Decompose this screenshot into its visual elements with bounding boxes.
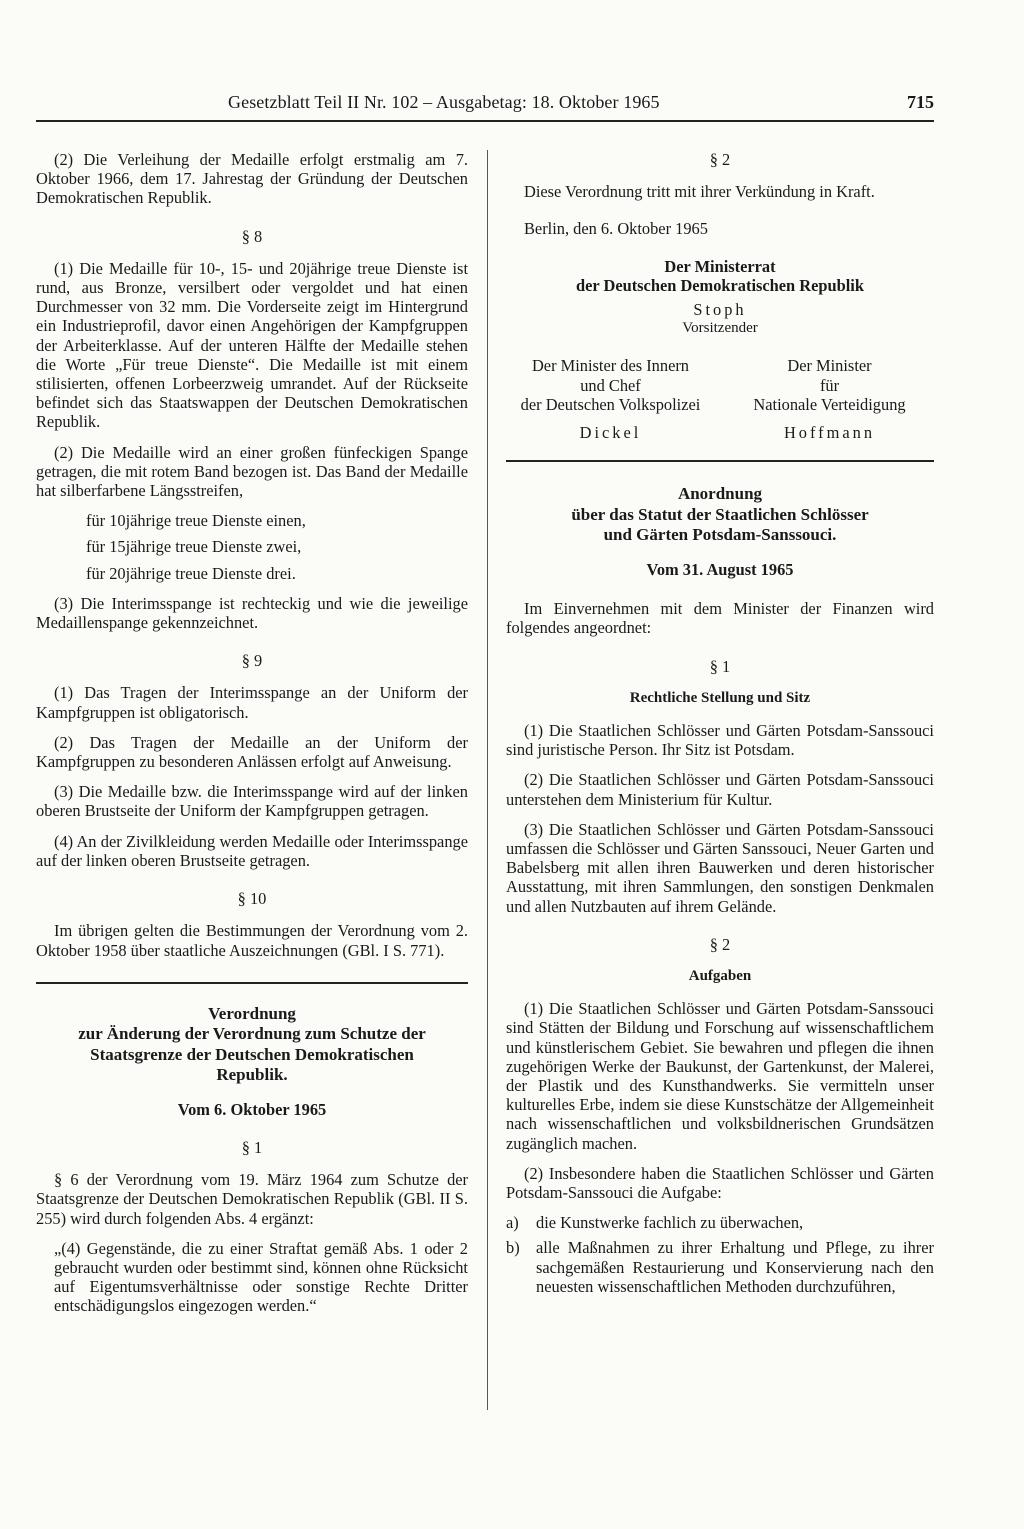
anordnung-intro: Im Einvernehmen mit dem Minister der Finanzen wird folgendes angeordnet:	[506, 599, 934, 638]
page-header	[36, 90, 934, 122]
verordnung-section-1-heading: § 1	[241, 1137, 263, 1157]
anordnung-title: Anordnung über das Statut der Staatlichen Schlösser und Gärten Potsdam-Sanssouci.	[571, 484, 869, 545]
signature-left: Der Minister des Innern und Chef der Deutschen Volkspolizei Dickel	[506, 356, 715, 442]
separator-rule	[36, 982, 468, 984]
paragraph-10: Im übrigen gelten die Bestimmungen der Verordnung vom 2. Oktober 1958 über staatliche Auszeichnungen (GBl. I S. 771).	[36, 921, 468, 960]
chair-name: Stoph	[693, 300, 747, 320]
anordnung-paragraph-1-1: (1) Die Staatlichen Schlösser und Gärten Potsdam-Sanssouci sind juristische Person. Ihr Sitz ist Potsdam.	[506, 720, 934, 760]
page-number: 715	[907, 92, 934, 112]
list-item: a) die Kunstwerke fachlich zu überwachen,	[506, 1213, 804, 1233]
paragraph-9-2: (2) Das Tragen der Medaille an der Uniform der Kampfgruppen zu besonderen Anlässen erfolgt auf Anweisung.	[36, 732, 468, 772]
anordnung-paragraph-1-3: (3) Die Staatlichen Schlösser und Gärten Potsdam-Sanssouci umfassen die Schlösser und Gärten Sanssouci, Neuer Garten und Babelsberg mit allen ihren Bauwerken und deren historischer Ausstattung, mit ihren Sammlungen, den sonstigen Denkmalen und allen Nutzbauten auf ihrem Gelände.	[506, 819, 934, 916]
anordnung-section-1-heading: § 1	[709, 656, 731, 676]
anordnung-paragraph-1-2: (2) Die Staatlichen Schlösser und Gärten Potsdam-Sanssouci unterstehen dem Ministerium für Kultur.	[506, 770, 934, 809]
left-column	[36, 150, 468, 1327]
section-2-heading: § 2	[709, 150, 731, 169]
verordnung-date: Vom 6. Oktober 1965	[177, 1099, 327, 1119]
paragraph-8-1: (1) Die Medaille für 10-, 15- und 20jährige treue Dienste ist rund, aus Bronze, versilbert oder vergoldet und hat einen Durchmesser von 32 mm. Die Vorderseite zeigt im Hintergrund ein Industrieprofil, davor einen Angehörigen der Kampfgruppen der Arbeiterklasse. Auf der unteren Hälfte der Medaille stehen die Worte „Für treue Dienste“. Die Medaille ist mit einem stilisierten, offenen Lorbeerzweig umrandet. Auf der Rückseite befindet sich das Staatswappen der Deutschen Demokratischen Republik.	[36, 258, 468, 432]
list-item: b) alle Maßnahmen zu ihrer Erhaltung und Pflege, zu ihrer sachgemäßen Restaurierung und Konservierung nach den neuesten wissenschaftlichen Methoden durchzuführen,	[506, 1238, 934, 1296]
anordnung-date: Vom 31. August 1965	[646, 559, 794, 579]
anordnung-paragraph-2-1: (1) Die Staatlichen Schlösser und Gärten Potsdam-Sanssouci sind Stätten der Bildung und Forschung auf wissenschaftlichem und künstlerischem Gebiet. Sie bewahren und pflegen die ihnen zugehörigen Werke der Baukunst, der Gartenkunst, der Malerei, der Plastik und des Kunsthandwerks. Sie vermitteln unser kulturelles Erbe, indem sie diese Kunstschätze der Allgemeinheit nach wissenschaftlichen und volksbildnerischen Grundsätzen zugänglich machen.	[506, 999, 934, 1153]
signature-left-name: Dickel	[579, 422, 642, 442]
verordnung-title: Verordnung zur Änderung der Verordnung zum Schutze der Staatsgrenze der Deutschen Demokratischen Republik.	[78, 1003, 426, 1085]
column-divider	[487, 150, 488, 1410]
anordnung-paragraph-2-2: (2) Insbesondere haben die Staatlichen Schlösser und Gärten Potsdam-Sanssouci die Aufgabe:	[506, 1163, 934, 1202]
verordnung-paragraph-1: § 6 der Verordnung vom 19. März 1964 zum Schutze der Staatsgrenze der Deutschen Demokratischen Republik (GBl. II S. 255) wird durch folgenden Abs. 4 ergänzt:	[36, 1170, 468, 1228]
anordnung-section-2-heading: § 2	[709, 934, 731, 954]
section-9-heading: § 9	[241, 651, 263, 671]
stripe-item-15: für 15jährige treue Dienste zwei,	[86, 537, 302, 557]
anordnung-section-1-title: Rechtliche Stellung und Sitz	[629, 689, 811, 706]
stripe-item-20: für 20jährige treue Dienste drei.	[86, 563, 296, 583]
paragraph-2: Diese Verordnung tritt mit ihrer Verkündung in Kraft.	[524, 182, 875, 202]
verordnung-quote: „(4) Gegenstände, die zu einer Straftat gemäß Abs. 1 oder 2 gebraucht wurden oder bestimmt sind, können ohne Rücksicht auf Eigentumsverhältnisse oder sonstige Rechte Dritter entschädigungslos eingezogen werden.“	[54, 1238, 468, 1316]
signature-block	[506, 356, 934, 442]
stripe-item-10: für 10jährige treue Dienste einen,	[86, 511, 306, 531]
anordnung-section-2-title: Aufgaben	[688, 967, 752, 984]
chair-title: Vorsitzender	[682, 320, 758, 337]
section-10-heading: § 10	[237, 889, 267, 909]
paragraph-8-3: (3) Die Interimsspange ist rechteckig und wie die jeweilige Medaillenspange gekennzeichnet.	[36, 593, 468, 633]
right-column	[506, 150, 934, 1302]
paragraph-9-3: (3) Die Medaille bzw. die Interimsspange wird auf der linken oberen Brustseite der Uniform der Kampfgruppen getragen.	[36, 782, 468, 821]
paragraph-7-2: (2) Die Verleihung der Medaille erfolgt erstmalig am 7. Oktober 1966, dem 17. Jahrestag der Gründung der Deutschen Demokratischen Republik.	[36, 150, 468, 208]
signature-right-name: Hoffmann	[783, 422, 876, 442]
gazette-title: Gesetzblatt Teil II Nr. 102 – Ausgabetag: 18. Oktober 1965	[228, 92, 660, 112]
paragraph-9-4: (4) An der Zivilkleidung werden Medaille oder Interimsspange auf der linken oberen Brustseite getragen.	[36, 831, 468, 870]
signature-right: Der Minister für Nationale Verteidigung Hoffmann	[725, 356, 934, 442]
section-8-heading: § 8	[241, 226, 263, 246]
council-name: Der Ministerrat der Deutschen Demokratischen Republik	[576, 256, 864, 295]
paragraph-9-1: (1) Das Tragen der Interimsspange an der Uniform der Kampfgruppen ist obligatorisch.	[36, 683, 468, 722]
separator-rule	[506, 460, 934, 462]
place-date: Berlin, den 6. Oktober 1965	[524, 219, 708, 239]
paragraph-8-2: (2) Die Medaille wird an einer großen fünfeckigen Spange getragen, die mit rotem Band bezogen ist. Das Band der Medaille hat silberfarbene Längsstreifen,	[36, 442, 468, 501]
